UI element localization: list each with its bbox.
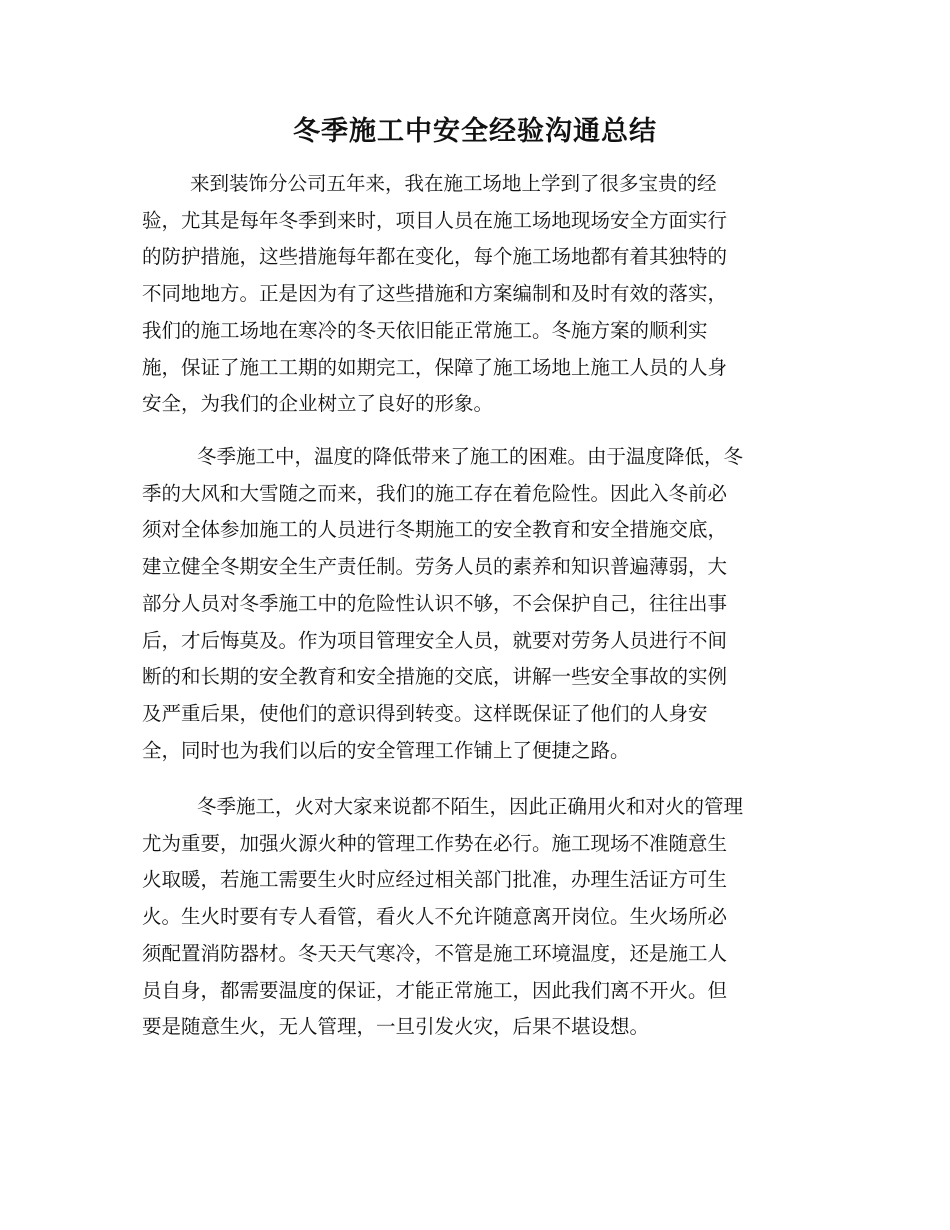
paragraph-2-line-3: 须对全体参加施工的人员进行冬期施工的安全教育和安全措施交底， [142,518,728,542]
paragraph-1-line-3: 的防护措施，这些措施每年都在变化，每个施工场地都有着其独特的 [142,245,728,269]
paragraph-3-line-2: 尤为重要，加强火源火种的管理工作势在必行。施工现场不准随意生 [142,831,728,855]
paragraph-2 [142,439,743,769]
paragraph-2-line-8: 及严重后果，使他们的意识得到转变。这样既保证了他们的人身安 [142,701,708,725]
paragraph-1 [142,166,727,423]
paragraph-1-line-1: 来到装饰分公司五年来，我在施工场地上学到了很多宝贵的经 [190,172,717,195]
document-title: 冬季施工中安全经验沟通总结 [293,116,657,147]
paragraph-3 [142,789,743,1046]
paragraph-3-line-5: 须配置消防器材。冬天天气寒冷，不管是施工环境温度，还是施工人 [142,941,728,965]
paragraph-2-line-7: 断的和长期的安全教育和安全措施的交底，讲解一些安全事故的实例 [142,665,728,689]
paragraph-3-line-7: 要是随意生火，无人管理，一旦引发火灾，后果不堪设想。 [142,1015,650,1039]
paragraph-2-line-6: 后，才后悔莫及。作为项目管理安全人员，就要对劳务人员进行不间 [142,628,728,652]
paragraph-1-line-2: 验，尤其是每年冬季到来时，项目人员在施工场地现场安全方面实行 [142,208,728,232]
paragraph-3-line-6: 员自身，都需要温度的保证，才能正常施工，因此我们离不开火。但 [142,978,728,1002]
paragraph-2-line-4: 建立健全冬期安全生产责任制。劳务人员的素养和知识普遍薄弱，大 [142,555,728,579]
paragraph-3-line-3: 火取暖，若施工需要生火时应经过相关部门批准，办理生活证方可生 [142,868,728,892]
paragraph-2-line-2: 季的大风和大雪随之而来，我们的施工存在着危险性。因此入冬前必 [142,481,728,505]
paragraph-3-line-4: 火。生火时要有专人看管，看火人不允许随意离开岗位。生火场所必 [142,905,728,929]
paragraph-1-line-7: 安全，为我们的企业树立了良好的形象。 [142,392,494,416]
paragraph-2-line-5: 部分人员对冬季施工中的危险性认识不够，不会保护自己，往往出事 [142,591,728,615]
paragraph-1-line-6: 施，保证了施工工期的如期完工，保障了施工场地上施工人员的人身 [142,355,728,379]
paragraph-3-line-1: 冬季施工，火对大家来说都不陌生，因此正确用火和对火的管理 [197,795,744,818]
paragraph-2-line-1: 冬季施工中，温度的降低带来了施工的困难。由于温度降低，冬 [197,445,744,468]
paragraph-1-line-5: 我们的施工场地在寒冷的冬天依旧能正常施工。冬施方案的顺利实 [142,318,708,342]
paragraph-1-line-4: 不同地地方。正是因为有了这些措施和方案编制和及时有效的落实， [142,282,728,306]
paragraph-2-line-9: 全，同时也为我们以后的安全管理工作铺上了便捷之路。 [142,738,630,762]
